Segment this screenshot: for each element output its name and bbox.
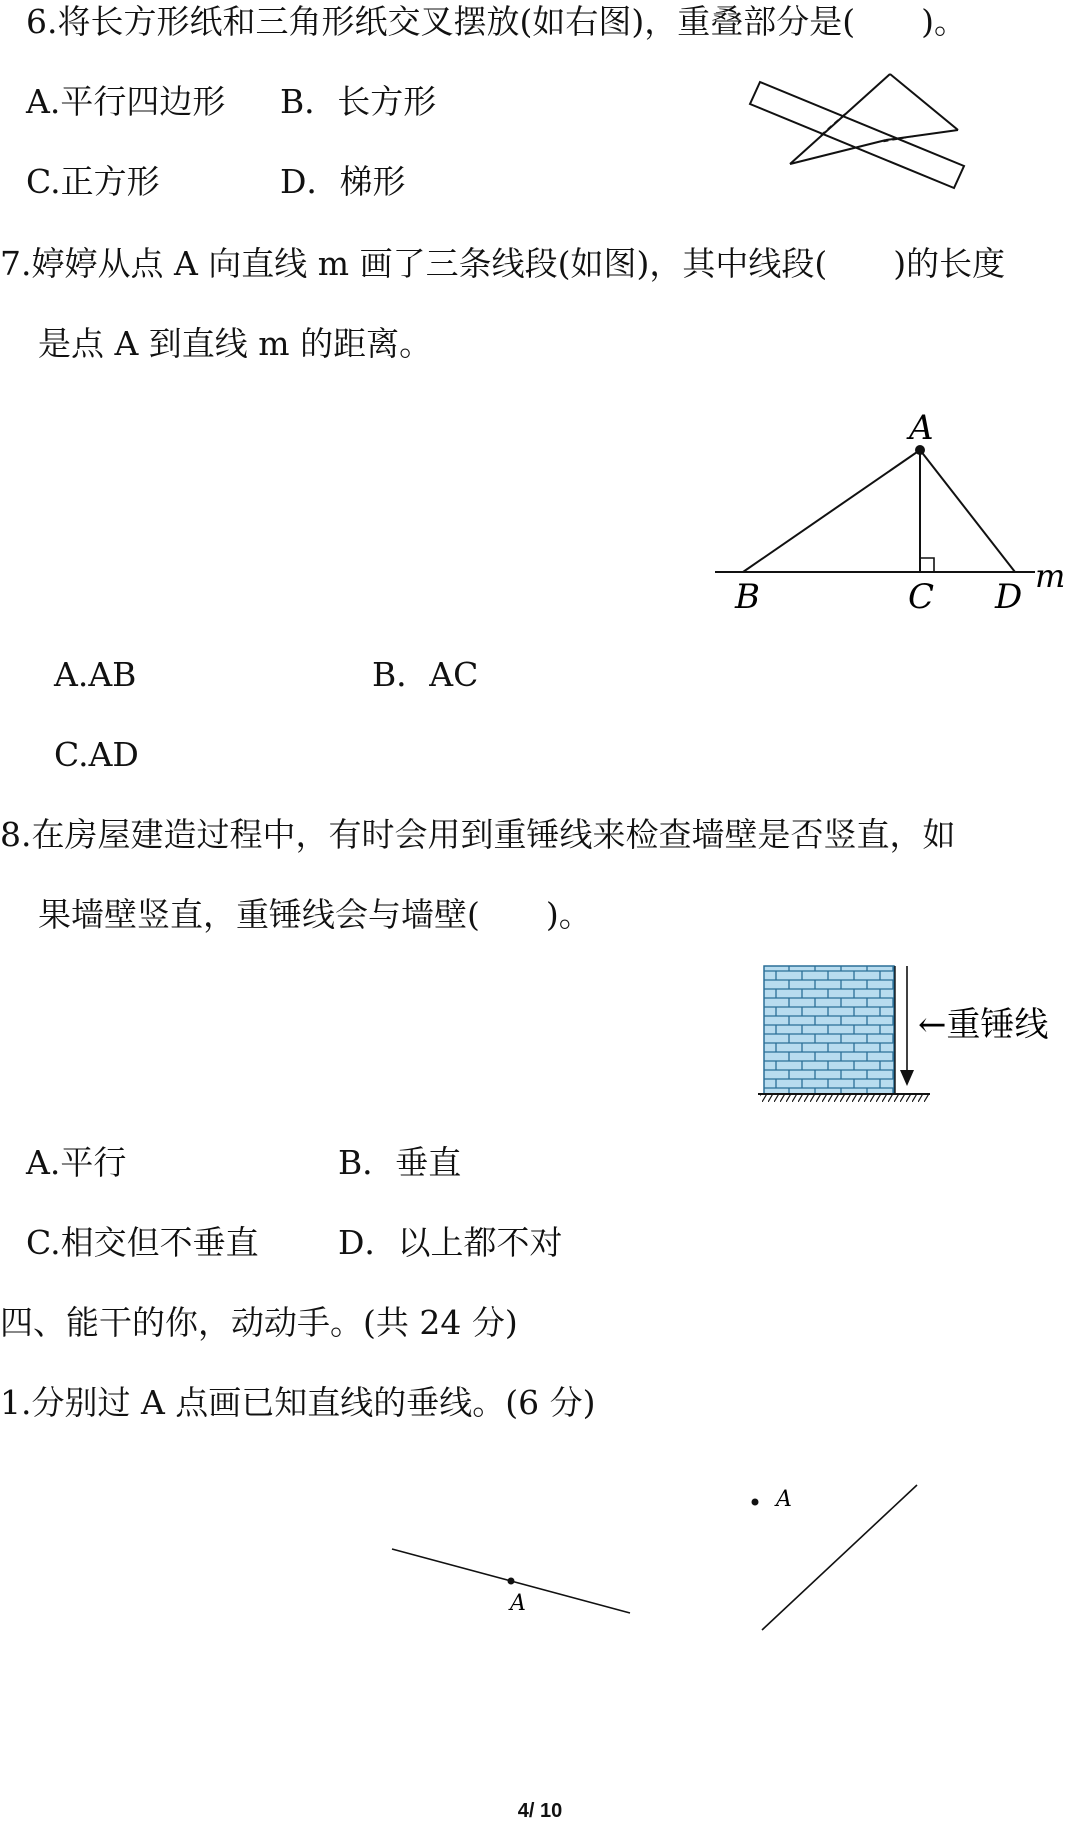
q1-point-label-2: A [776, 1487, 792, 1512]
q8-stem-line1: 8.在房屋建造过程中，有时会用到重锤线来检查墙壁是否竖直，如 [0, 815, 956, 854]
q8-figure-plumb-line [750, 962, 1080, 1112]
q7-label-a: A [909, 408, 934, 448]
q7-option-c[interactable]: C.AD [54, 735, 139, 774]
q7-option-a[interactable]: A.AB [54, 655, 137, 694]
q7-stem-line2: 是点 A 到直线 m 的距离。 [38, 324, 433, 363]
q6-option-c[interactable]: C.正方形 [26, 162, 160, 201]
q7-label-m: m [1035, 557, 1066, 595]
q6-stem: 6.将长方形纸和三角形纸交叉摆放(如右图)，重叠部分是( )。 [26, 2, 967, 41]
q8-option-a[interactable]: A.平行 [26, 1143, 127, 1182]
section4-heading: 四、能干的你，动动手。(共 24 分) [0, 1303, 518, 1342]
q1-point-label-1: A [510, 1591, 526, 1616]
q7-option-b[interactable]: B．AC [372, 655, 479, 694]
q8-option-d[interactable]: D．以上都不对 [338, 1223, 563, 1262]
section4-q1-stem: 1.分别过 A 点画已知直线的垂线。(6 分) [0, 1383, 596, 1422]
section4-q1-figure [390, 1475, 950, 1645]
q6-figure-rectangle-triangle [750, 66, 980, 196]
q6-option-b[interactable]: B．长方形 [280, 82, 437, 121]
q8-option-c[interactable]: C.相交但不垂直 [26, 1223, 259, 1262]
q8-stem-line2: 果墙壁竖直，重锤线会与墙壁( )。 [38, 895, 592, 934]
q8-option-b[interactable]: B．垂直 [338, 1143, 462, 1182]
q7-label-d: D [995, 577, 1023, 617]
q8-plumb-label: ←重锤线 [918, 1005, 1049, 1045]
q7-figure-distance [715, 405, 1066, 625]
page-number: 4/ 10 [517, 1800, 563, 1822]
q7-label-c: C [908, 577, 935, 617]
q7-stem-line1: 7.婷婷从点 A 向直线 m 画了三条线段(如图)，其中线段( )的长度 [0, 244, 1006, 283]
q7-label-b: B [735, 577, 760, 617]
q6-option-a[interactable]: A.平行四边形 [26, 82, 226, 121]
q6-option-d[interactable]: D．梯形 [280, 162, 406, 201]
